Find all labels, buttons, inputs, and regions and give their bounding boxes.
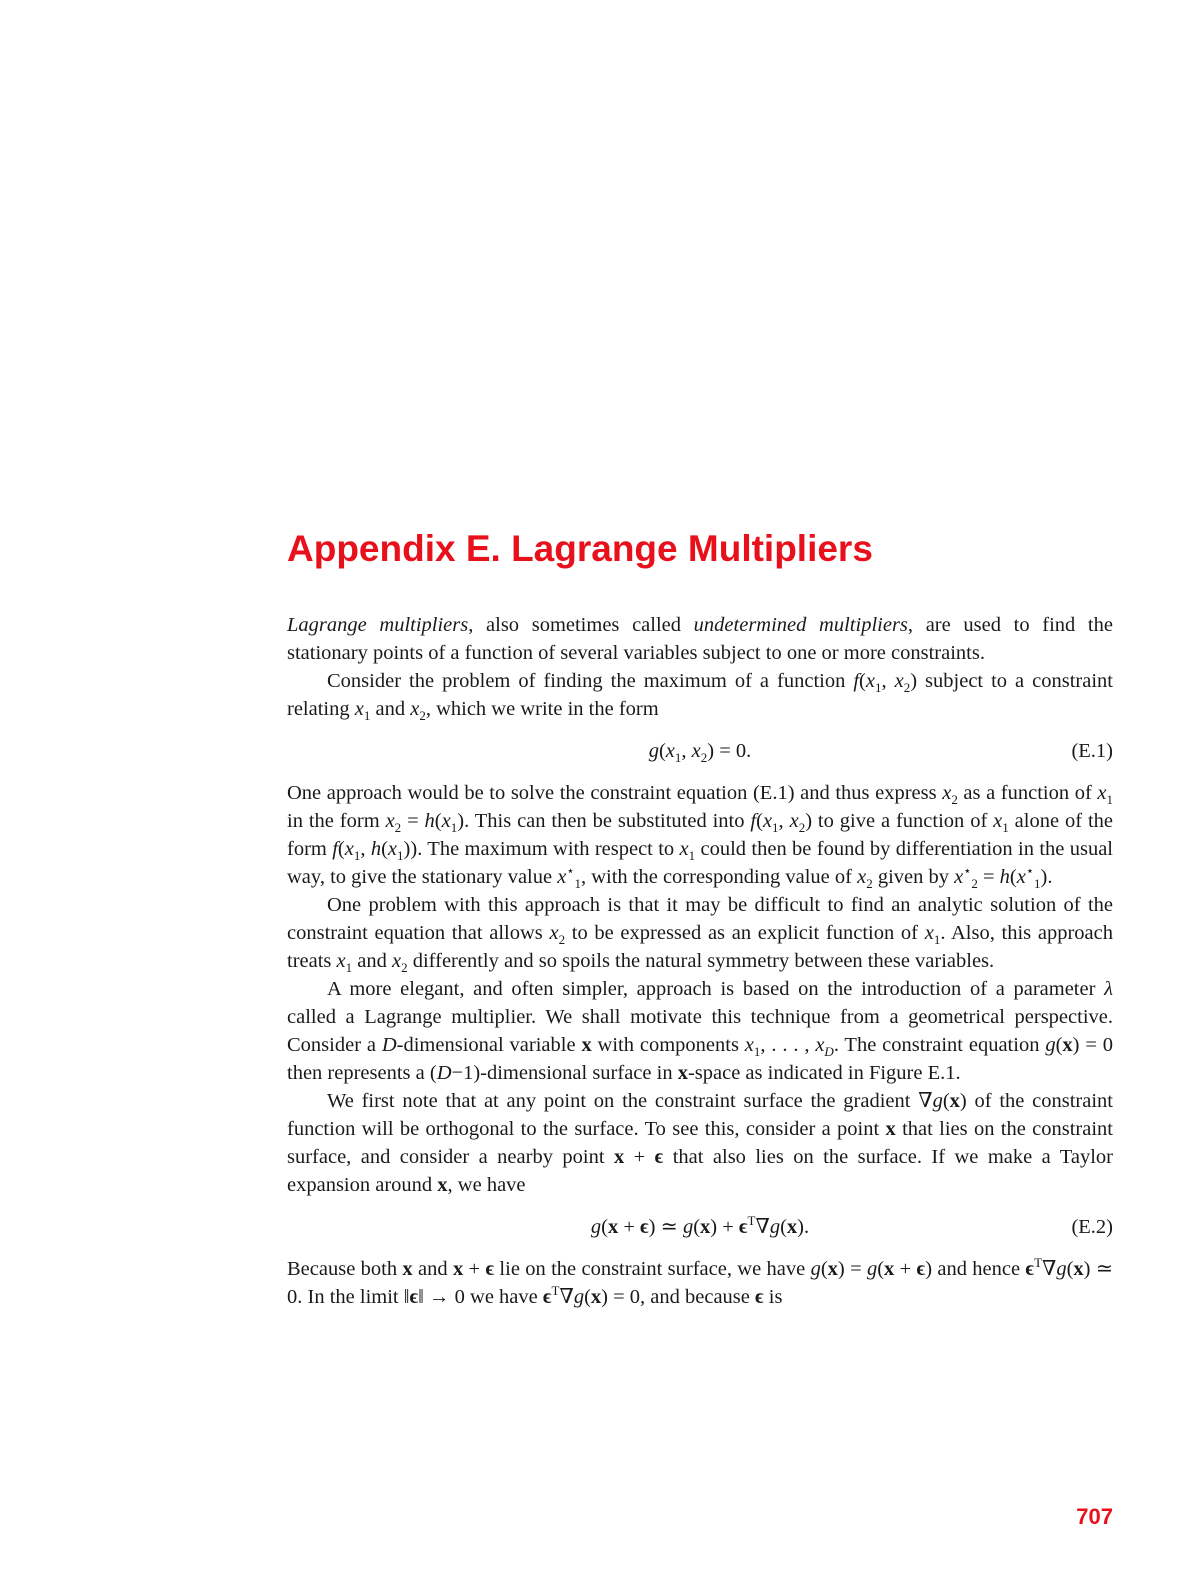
equation-e2 [287, 1199, 1113, 1255]
equation-e1-number: (E.1) [1071, 740, 1113, 762]
equation-e1 [287, 723, 1113, 779]
page-number: 707 [1076, 1504, 1113, 1529]
term-undetermined-multipliers: undetermined multipliers [693, 614, 908, 636]
paragraph-problem: Consider the problem of finding the maximum of a function $f(x_1$, $x_2$) subject to a constraint relating $x_1$ and $x_2$, which we write in the form [287, 670, 1113, 724]
paragraph-approach: One approach would be to solve the constraint equation (E.1) and thus express $x_2$ as a function of $x_1$ in the form $x_2 = h(x_1)$. This can then be substituted into $f(x_1$, $x_2$) to give a function of $x_1$ alone of the form $f(x_1$, $h(x_1)$). The maximum with respect to $x_1$ could then be found by differentiation in the usual way, to give the stationary value $x^⋆_1$, with the corresponding value of $x_2$ given by $x^⋆_2 = h(x^⋆_1)$. [287, 782, 1114, 892]
appendix-body [287, 611, 1113, 1311]
paragraph-problem-with-approach: One problem with this approach is that it may be difficult to find an analytic solution of the constraint equation that allows $x_2$ to be expressed as an explicit function of $x_1$. Also, this approach treats $x_1$ and $x_2$ differently and so spoils the natural symmetry between these variables. [287, 894, 1113, 976]
equation-e1-expression: $g(x_1$, $x_2) = 0$. [648, 740, 752, 766]
term-lagrange-multipliers: Lagrange multipliers [287, 614, 469, 636]
paragraph-limit: Because both x and x + ϵ lie on the constraint surface, we have g(x) = g(x + ϵ) and hence $\epsilon^T\nabla g(x)$ ≃ 0. In the limit ‖ϵ‖ → 0 we have $\epsilon^T\nabla g(x) = 0$, and because ϵ is [287, 1255, 1114, 1308]
paragraph-intro: Lagrange multipliers, also sometimes called undetermined multipliers, are used to find the stationary points of a function of several variables subject to one or more constraints. [287, 614, 1113, 664]
paragraph-gradient: We first note that at any point on the constraint surface the gradient ∇g(x) of the constraint function will be orthogonal to the surface. To see this, consider a point x that lies on the constraint surface, and consider a nearby point x + ϵ that also lies on the surface. If we make a Taylor expansion around x, we have [287, 1090, 1114, 1196]
equation-e2-expression: g(x + ϵ) ≃ $g(x) + \epsilon^T\nabla g(x)$. [590, 1213, 810, 1238]
equation-e2-number: (E.2) [1071, 1216, 1113, 1238]
appendix-title: Appendix E. Lagrange Multipliers [287, 528, 873, 569]
paragraph-elegant-approach: A more elegant, and often simpler, approach is based on the introduction of a parameter λ called a Lagrange multiplier. We shall motivate this technique from a geometrical perspective. Consider a D-dimensional variable x with components $x_1$, . . . , $x_D$. The constraint equation g(x) = 0 then represents a (D−1)-dimensional surface in x-space as indicated in Figure E.1. [287, 978, 1113, 1084]
